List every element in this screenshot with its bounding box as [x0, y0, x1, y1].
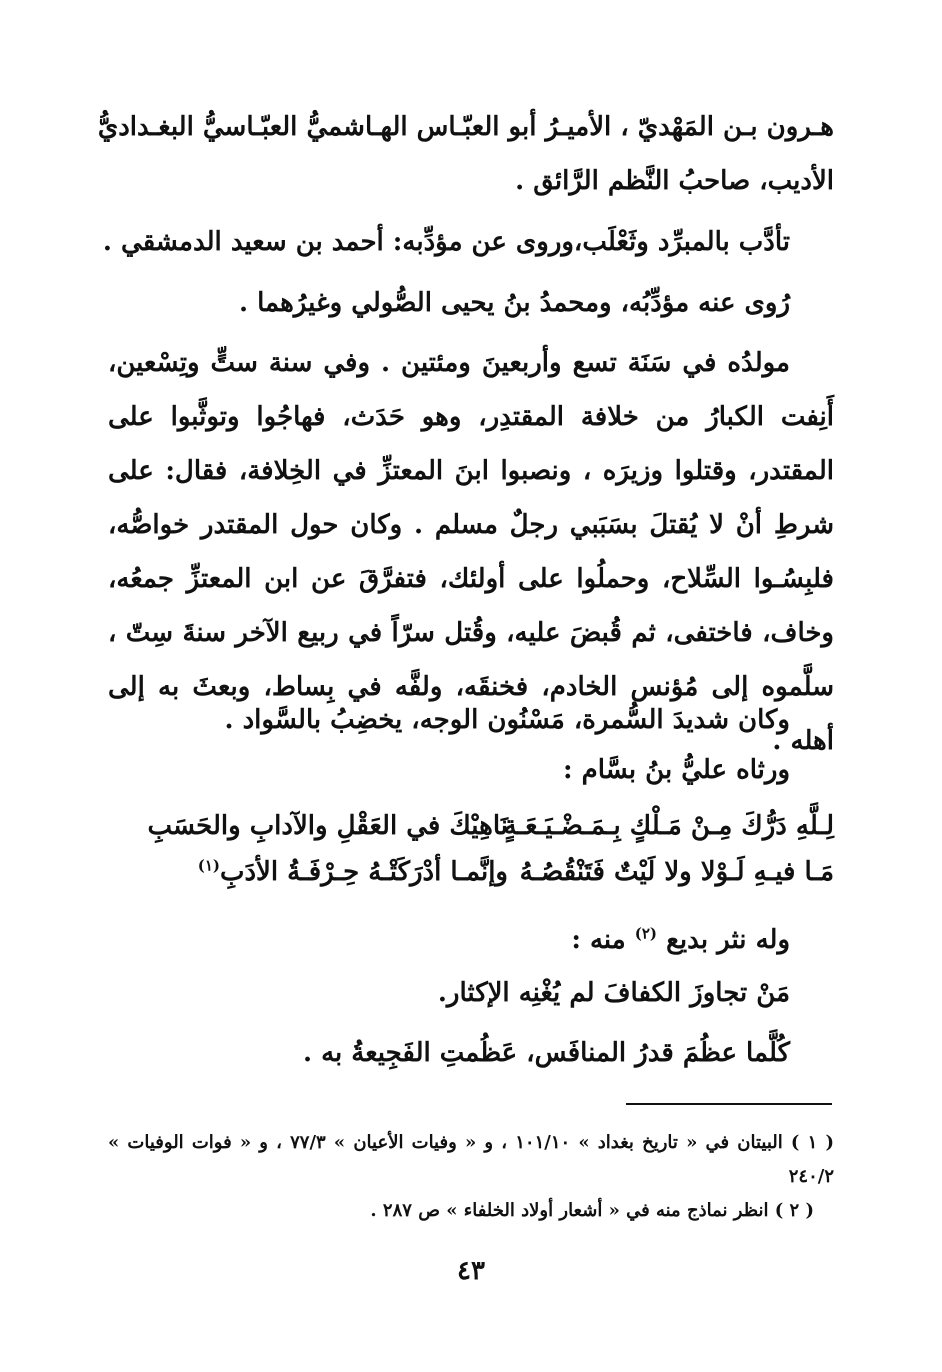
prose-intro-text-after: منه : [571, 925, 626, 955]
saying-2: كُلَّما عظُمَ قدرُ المنافَس، عَظُمتِ الفَجِيعةُ به . [302, 1038, 790, 1068]
footnote-2: ( ٢ ) انظر نماذج منه في « أشعار أولاد الخلفاء » ص ٢٨٧ . [370, 1200, 814, 1221]
saying-1: مَنْ تجاوزَ الكفافَ لم يُغْنِه الإكثار. [437, 978, 790, 1008]
students-paragraph: رُوى عنه مؤدِّبُه، ومحمدُ بنُ يحيى الصُّولي وغيرُهما . [239, 288, 790, 318]
intro-line-1: هـرون بـن المَهْديّ ، الأميـرُ أبو العبّـاس الهـاشميُّ العبّـاسيُّ البغـداديُّ [97, 112, 834, 142]
biography-paragraph: مولدُه في سَنَة تسع وأربعينَ ومئتين . وفي سنة ستٍّ وتِسْعين، أَنِفت الكبارُ من خلافة المقتدِر، وهو حَدَث، فهاجُوا وتوثَّبوا على المقتدر، وقتلوا وزيرَه ، ونصبوا ابنَ المعتزِّ في الخِلافة، فقال: على شرطِ أنْ لا يُقتلَ بسَبَبي رجلٌ مسلم . وكان حول المقتدر خواصُّه، فلبِسُـوا السِّلاح، وحملُوا على أولئك، فتفرَّقَ عن ابن المعتزِّ جمعُه، وخاف، فاختفى، ثم قُبضَ عليه، وقُتل سرّاً في ربيع الآخر سنةَ سِتّ ، سلَّموه إلى مُؤنس الخادم، فخنقَه، ولفَّه في بِساط، وبعثَ به إلى أهله . [108, 348, 834, 756]
page-number: ٤٣ [457, 1256, 485, 1286]
footnote-ref-2: (٢) [634, 924, 658, 943]
verse-2-second-hemistich [168, 852, 508, 892]
verse-1-first-hemistich: لِـلَّهِ دَرُّكَ مِـنْ مَـلْكٍ بِـمَـضْـيَـعَـةٍ [503, 811, 834, 841]
teachers-paragraph: تأدَّب بالمبرِّد وثَعْلَب،وروى عن مؤدِّبه: أحمد بن سعيد الدمشقي . [102, 227, 790, 257]
verse-2-first-hemistich: مَـا فيـهِ لَـوْلا ولا لَيْتٌ فَتَنْقُصُـهُ [519, 857, 834, 887]
prose-intro [108, 913, 790, 967]
footnote-1: ( ١ ) البيتان في « تاريخ بغداد » ١٠١/١٠ ، و « وفيات الأعيان » ٧٧/٣ ، و « فوات الوفيات » ٢٤٠/٢ [108, 1132, 834, 1187]
verse-2-second-hemistich-text: وإنَّمـا أدْرَكَتْـهُ حِـرْفَـةُ الأدَبِ [219, 857, 508, 887]
appearance-paragraph: وكان شديدَ السُّمرة، مَسْنُون الوجه، يخضِبُ بالسَّواد . [224, 705, 790, 735]
footnote-separator [626, 1103, 832, 1105]
elegy-intro: ورثاه عليُّ بنُ بسَّام : [563, 755, 790, 785]
intro-line-2: الأديب، صاحبُ النَّظم الرَّائق . [515, 166, 834, 196]
verse-1-second-hemistich: نَاهِيْكَ في العَقْلِ والآدابِ والحَسَبِ [147, 811, 508, 841]
footnote-ref-1: (١) [197, 856, 220, 875]
prose-intro-text: وله نثر بديع [666, 925, 790, 955]
